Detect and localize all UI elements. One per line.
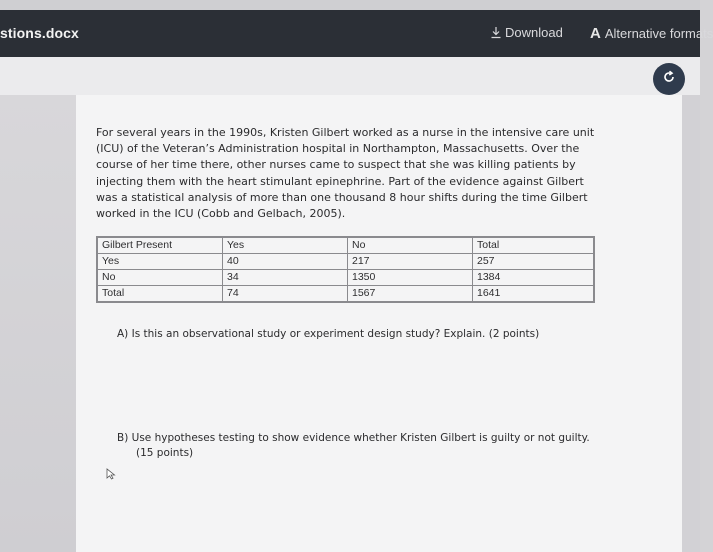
file-name: stions.docx xyxy=(0,25,79,41)
download-button[interactable] xyxy=(490,25,563,40)
download-icon xyxy=(490,26,502,39)
intro-paragraph: For several years in the 1990s, Kristen Gilbert worked as a nurse in the intensive care unit (ICU) of the Veteran’s Administration hospital in Northampton, Massachusetts. Over the course of her time there, other nurses came to suspect that she was killing patients by injecting them with the heart stimulant epinephrine. Part of the evidence against Gilbert was a statistical analysis of more than one thousand 8 hour shifts during the time Gilbert worked in the ICU (Cobb and Gelbach, 2005). xyxy=(96,126,595,221)
browser-top-strip xyxy=(0,0,700,10)
table-cell: 40 xyxy=(223,254,348,270)
table-cell: No xyxy=(97,270,223,286)
table-cell: 1350 xyxy=(348,270,473,286)
question-b xyxy=(117,431,597,461)
question-b-text: B) Use hypotheses testing to show evidence whether Kristen Gilbert is guilty or not guilty. xyxy=(117,432,590,444)
table-cell: 34 xyxy=(223,270,348,286)
table-cell: Yes xyxy=(223,237,348,254)
table-cell: 1567 xyxy=(348,286,473,303)
table-cell: 1384 xyxy=(473,270,595,286)
table-cell: 217 xyxy=(348,254,473,270)
table-cell: 74 xyxy=(223,286,348,303)
table-cell: Yes xyxy=(97,254,223,270)
question-a: A) Is this an observational study or experiment design study? Explain. (2 points) xyxy=(117,328,540,340)
document-margin-left xyxy=(0,95,76,552)
table-row xyxy=(97,254,594,270)
question-b-points: (15 points) xyxy=(136,447,194,459)
alternative-formats-label: Alternative formats xyxy=(604,26,713,41)
document-page xyxy=(76,95,682,552)
table-cell: 1641 xyxy=(473,286,595,303)
table-row xyxy=(97,270,594,286)
table-cell: Total xyxy=(97,286,223,303)
mouse-cursor-icon xyxy=(106,467,116,485)
shifts-table xyxy=(96,236,595,303)
document-margin-right xyxy=(682,95,700,552)
table-cell: Total xyxy=(473,237,595,254)
table-cell: No xyxy=(348,237,473,254)
table-cell: Gilbert Present xyxy=(97,237,223,254)
refresh-icon xyxy=(662,70,676,89)
alternative-formats-button[interactable] xyxy=(590,25,713,42)
table-cell: 257 xyxy=(473,254,595,270)
secondary-toolbar xyxy=(0,57,700,95)
table-row xyxy=(97,286,594,303)
viewer-toolbar xyxy=(0,10,713,57)
download-label: Download xyxy=(505,25,563,40)
table-row xyxy=(97,237,594,254)
refresh-button[interactable] xyxy=(653,63,685,95)
accessibility-a-icon: A xyxy=(590,25,601,42)
